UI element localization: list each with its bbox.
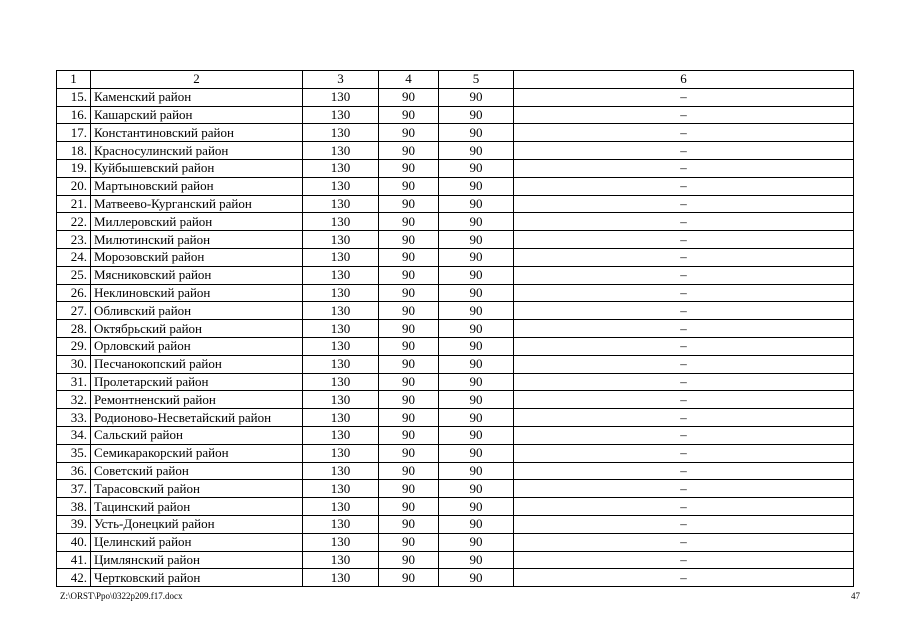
district-name: Родионово-Несветайский район bbox=[91, 409, 303, 427]
district-name: Орловский район bbox=[91, 337, 303, 355]
district-name: Цимлянский район bbox=[91, 551, 303, 569]
row-number: 18. bbox=[57, 142, 91, 160]
cell-col-6: – bbox=[514, 213, 854, 231]
table-row bbox=[57, 284, 854, 302]
cell-col-4: 90 bbox=[379, 142, 439, 160]
cell-col-6: – bbox=[514, 266, 854, 284]
table-row bbox=[57, 177, 854, 195]
cell-col-4: 90 bbox=[379, 551, 439, 569]
cell-col-5: 90 bbox=[439, 88, 514, 106]
cell-col-5: 90 bbox=[439, 426, 514, 444]
table-row bbox=[57, 533, 854, 551]
district-name: Морозовский район bbox=[91, 248, 303, 266]
cell-col-6: – bbox=[514, 391, 854, 409]
row-number: 17. bbox=[57, 124, 91, 142]
row-number: 42. bbox=[57, 569, 91, 587]
header-cell-3: 3 bbox=[303, 71, 379, 89]
cell-col-3: 130 bbox=[303, 409, 379, 427]
cell-col-6: – bbox=[514, 480, 854, 498]
district-name: Целинский район bbox=[91, 533, 303, 551]
district-name: Красносулинский район bbox=[91, 142, 303, 160]
cell-col-4: 90 bbox=[379, 337, 439, 355]
row-number: 38. bbox=[57, 498, 91, 516]
cell-col-4: 90 bbox=[379, 106, 439, 124]
cell-col-4: 90 bbox=[379, 444, 439, 462]
district-name: Матвеево-Курганский район bbox=[91, 195, 303, 213]
table-row bbox=[57, 266, 854, 284]
table-row bbox=[57, 302, 854, 320]
table-row bbox=[57, 106, 854, 124]
table-body bbox=[57, 71, 854, 587]
table-row bbox=[57, 551, 854, 569]
table-row bbox=[57, 124, 854, 142]
cell-col-4: 90 bbox=[379, 480, 439, 498]
cell-col-3: 130 bbox=[303, 498, 379, 516]
district-name: Советский район bbox=[91, 462, 303, 480]
cell-col-5: 90 bbox=[439, 480, 514, 498]
cell-col-6: – bbox=[514, 159, 854, 177]
cell-col-5: 90 bbox=[439, 159, 514, 177]
cell-col-5: 90 bbox=[439, 231, 514, 249]
cell-col-6: – bbox=[514, 355, 854, 373]
cell-col-6: – bbox=[514, 444, 854, 462]
cell-col-4: 90 bbox=[379, 124, 439, 142]
row-number: 27. bbox=[57, 302, 91, 320]
table-row bbox=[57, 515, 854, 533]
cell-col-4: 90 bbox=[379, 498, 439, 516]
cell-col-4: 90 bbox=[379, 569, 439, 587]
cell-col-6: – bbox=[514, 231, 854, 249]
cell-col-4: 90 bbox=[379, 426, 439, 444]
district-name: Мартыновский район bbox=[91, 177, 303, 195]
cell-col-6: – bbox=[514, 426, 854, 444]
footer-file-path: Z:\ORST\Ppo\0322p209.f17.docx bbox=[60, 591, 183, 601]
cell-col-6: – bbox=[514, 462, 854, 480]
row-number: 22. bbox=[57, 213, 91, 231]
cell-col-4: 90 bbox=[379, 515, 439, 533]
table-row bbox=[57, 248, 854, 266]
cell-col-6: – bbox=[514, 533, 854, 551]
cell-col-4: 90 bbox=[379, 266, 439, 284]
cell-col-4: 90 bbox=[379, 195, 439, 213]
cell-col-6: – bbox=[514, 302, 854, 320]
table-row bbox=[57, 462, 854, 480]
cell-col-4: 90 bbox=[379, 533, 439, 551]
cell-col-5: 90 bbox=[439, 213, 514, 231]
cell-col-3: 130 bbox=[303, 302, 379, 320]
cell-col-6: – bbox=[514, 498, 854, 516]
district-name: Ремонтненский район bbox=[91, 391, 303, 409]
cell-col-3: 130 bbox=[303, 391, 379, 409]
row-number: 41. bbox=[57, 551, 91, 569]
cell-col-4: 90 bbox=[379, 159, 439, 177]
cell-col-5: 90 bbox=[439, 337, 514, 355]
cell-col-5: 90 bbox=[439, 551, 514, 569]
row-number: 26. bbox=[57, 284, 91, 302]
table-row bbox=[57, 159, 854, 177]
cell-col-6: – bbox=[514, 195, 854, 213]
cell-col-4: 90 bbox=[379, 373, 439, 391]
table-row bbox=[57, 426, 854, 444]
cell-col-5: 90 bbox=[439, 302, 514, 320]
cell-col-4: 90 bbox=[379, 391, 439, 409]
cell-col-6: – bbox=[514, 320, 854, 338]
row-number: 40. bbox=[57, 533, 91, 551]
cell-col-3: 130 bbox=[303, 248, 379, 266]
cell-col-5: 90 bbox=[439, 498, 514, 516]
row-number: 15. bbox=[57, 88, 91, 106]
cell-col-4: 90 bbox=[379, 409, 439, 427]
row-number: 23. bbox=[57, 231, 91, 249]
district-name: Мясниковский район bbox=[91, 266, 303, 284]
page-number: 47 bbox=[851, 591, 860, 601]
district-name: Куйбышевский район bbox=[91, 159, 303, 177]
row-number: 33. bbox=[57, 409, 91, 427]
cell-col-5: 90 bbox=[439, 569, 514, 587]
district-name: Октябрьский район bbox=[91, 320, 303, 338]
cell-col-6: – bbox=[514, 248, 854, 266]
cell-col-5: 90 bbox=[439, 124, 514, 142]
district-name: Пролетарский район bbox=[91, 373, 303, 391]
cell-col-3: 130 bbox=[303, 106, 379, 124]
table-row bbox=[57, 391, 854, 409]
cell-col-4: 90 bbox=[379, 355, 439, 373]
cell-col-6: – bbox=[514, 409, 854, 427]
table-row bbox=[57, 142, 854, 160]
cell-col-5: 90 bbox=[439, 355, 514, 373]
cell-col-3: 130 bbox=[303, 231, 379, 249]
cell-col-6: – bbox=[514, 88, 854, 106]
header-cell-2: 2 bbox=[91, 71, 303, 89]
cell-col-3: 130 bbox=[303, 320, 379, 338]
cell-col-3: 130 bbox=[303, 444, 379, 462]
cell-col-5: 90 bbox=[439, 533, 514, 551]
cell-col-4: 90 bbox=[379, 248, 439, 266]
cell-col-3: 130 bbox=[303, 284, 379, 302]
table-row bbox=[57, 213, 854, 231]
row-number: 19. bbox=[57, 159, 91, 177]
row-number: 20. bbox=[57, 177, 91, 195]
cell-col-5: 90 bbox=[439, 195, 514, 213]
cell-col-4: 90 bbox=[379, 213, 439, 231]
cell-col-4: 90 bbox=[379, 284, 439, 302]
district-name: Обливский район bbox=[91, 302, 303, 320]
cell-col-6: – bbox=[514, 569, 854, 587]
cell-col-5: 90 bbox=[439, 284, 514, 302]
row-number: 24. bbox=[57, 248, 91, 266]
cell-col-5: 90 bbox=[439, 462, 514, 480]
table-row bbox=[57, 88, 854, 106]
row-number: 39. bbox=[57, 515, 91, 533]
cell-col-6: – bbox=[514, 515, 854, 533]
header-cell-5: 5 bbox=[439, 71, 514, 89]
cell-col-4: 90 bbox=[379, 320, 439, 338]
district-name: Милютинский район bbox=[91, 231, 303, 249]
table-row bbox=[57, 195, 854, 213]
cell-col-5: 90 bbox=[439, 391, 514, 409]
cell-col-6: – bbox=[514, 142, 854, 160]
cell-col-6: – bbox=[514, 106, 854, 124]
district-name: Тарасовский район bbox=[91, 480, 303, 498]
cell-col-4: 90 bbox=[379, 177, 439, 195]
row-number: 29. bbox=[57, 337, 91, 355]
table-row bbox=[57, 231, 854, 249]
cell-col-5: 90 bbox=[439, 142, 514, 160]
row-number: 21. bbox=[57, 195, 91, 213]
district-name: Семикаракорский район bbox=[91, 444, 303, 462]
cell-col-6: – bbox=[514, 551, 854, 569]
cell-col-3: 130 bbox=[303, 373, 379, 391]
cell-col-5: 90 bbox=[439, 409, 514, 427]
row-number: 37. bbox=[57, 480, 91, 498]
row-number: 30. bbox=[57, 355, 91, 373]
row-number: 28. bbox=[57, 320, 91, 338]
district-name: Тацинский район bbox=[91, 498, 303, 516]
cell-col-5: 90 bbox=[439, 515, 514, 533]
district-name: Песчанокопский район bbox=[91, 355, 303, 373]
cell-col-5: 90 bbox=[439, 373, 514, 391]
row-number: 35. bbox=[57, 444, 91, 462]
cell-col-4: 90 bbox=[379, 302, 439, 320]
table-row bbox=[57, 569, 854, 587]
cell-col-6: – bbox=[514, 337, 854, 355]
cell-col-3: 130 bbox=[303, 462, 379, 480]
district-name: Неклиновский район bbox=[91, 284, 303, 302]
cell-col-4: 90 bbox=[379, 231, 439, 249]
cell-col-3: 130 bbox=[303, 142, 379, 160]
table-row bbox=[57, 320, 854, 338]
table-row bbox=[57, 355, 854, 373]
cell-col-3: 130 bbox=[303, 124, 379, 142]
cell-col-4: 90 bbox=[379, 462, 439, 480]
cell-col-6: – bbox=[514, 177, 854, 195]
cell-col-3: 130 bbox=[303, 266, 379, 284]
row-number: 34. bbox=[57, 426, 91, 444]
row-number: 25. bbox=[57, 266, 91, 284]
row-number: 36. bbox=[57, 462, 91, 480]
row-number: 16. bbox=[57, 106, 91, 124]
table-header-row bbox=[57, 71, 854, 89]
cell-col-3: 130 bbox=[303, 159, 379, 177]
cell-col-3: 130 bbox=[303, 569, 379, 587]
row-number: 31. bbox=[57, 373, 91, 391]
table-row bbox=[57, 409, 854, 427]
cell-col-3: 130 bbox=[303, 426, 379, 444]
table-row bbox=[57, 337, 854, 355]
table-row bbox=[57, 444, 854, 462]
header-cell-1: 1 bbox=[57, 71, 91, 89]
cell-col-3: 130 bbox=[303, 88, 379, 106]
header-cell-4: 4 bbox=[379, 71, 439, 89]
cell-col-3: 130 bbox=[303, 195, 379, 213]
district-name: Миллеровский район bbox=[91, 213, 303, 231]
cell-col-3: 130 bbox=[303, 355, 379, 373]
data-table bbox=[56, 70, 854, 587]
district-name: Константиновский район bbox=[91, 124, 303, 142]
cell-col-5: 90 bbox=[439, 266, 514, 284]
district-name: Усть-Донецкий район bbox=[91, 515, 303, 533]
table-row bbox=[57, 498, 854, 516]
district-name: Сальский район bbox=[91, 426, 303, 444]
cell-col-3: 130 bbox=[303, 551, 379, 569]
cell-col-5: 90 bbox=[439, 444, 514, 462]
cell-col-6: – bbox=[514, 373, 854, 391]
cell-col-5: 90 bbox=[439, 177, 514, 195]
district-name: Кашарский район bbox=[91, 106, 303, 124]
cell-col-3: 130 bbox=[303, 213, 379, 231]
cell-col-4: 90 bbox=[379, 88, 439, 106]
row-number: 32. bbox=[57, 391, 91, 409]
district-name: Каменский район bbox=[91, 88, 303, 106]
cell-col-5: 90 bbox=[439, 320, 514, 338]
cell-col-3: 130 bbox=[303, 515, 379, 533]
cell-col-3: 130 bbox=[303, 337, 379, 355]
cell-col-6: – bbox=[514, 124, 854, 142]
cell-col-5: 90 bbox=[439, 106, 514, 124]
header-cell-6: 6 bbox=[514, 71, 854, 89]
cell-col-3: 130 bbox=[303, 177, 379, 195]
cell-col-6: – bbox=[514, 284, 854, 302]
cell-col-3: 130 bbox=[303, 480, 379, 498]
cell-col-5: 90 bbox=[439, 248, 514, 266]
table-row bbox=[57, 480, 854, 498]
cell-col-3: 130 bbox=[303, 533, 379, 551]
table-row bbox=[57, 373, 854, 391]
district-name: Чертковский район bbox=[91, 569, 303, 587]
